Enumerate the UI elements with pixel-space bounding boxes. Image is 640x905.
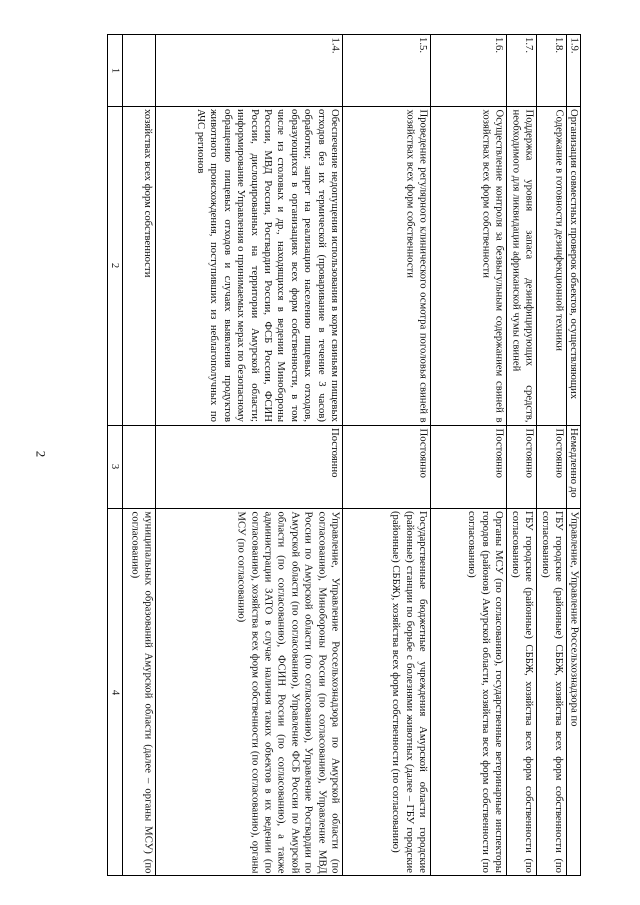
row-number [122, 37, 155, 103]
executor-text: муниципальных образований Амурской области (далее – органы МСУ) (по согласованию) [128, 511, 154, 873]
deadline-text: Постоянно [329, 428, 341, 478]
row-number: 1.8. [553, 37, 565, 54]
column-divider [107, 508, 581, 509]
executor-text: ГБУ городские (районные) СББЖ, хозяйства всех форм собственности (по согласованию) [539, 511, 565, 873]
executor-text: Государственные бюджетные учреждения Амурской области городские (районные) станции по борьбе с болезнями животных (далее – ГБУ городские (районные) СББЖ), хозяйства всех форм собственности (по согласованию) [390, 511, 429, 873]
column-header: 2 [109, 262, 122, 269]
action-text: Проведение регулярного клинического осмотра поголовья свиней в хозяйствах всех форм собственности [403, 109, 429, 422]
action-text: хозяйствах всех форм собственности [142, 109, 154, 278]
row-number: 1.9. [568, 37, 580, 54]
executor-text: Управление, Управление Россельхознадзора по Амурской области (по согласованию), Минобороны России (по согласованию), Управление МВД России по Амурской области (по согласованию), Управление Росгвардии по Амурской области (по согласованию), Управление ФСБ России по Амурской области (по согласованию), ФСИН России (по согласованию), а также администрации ЗАТО в случае наличия таких объектов в их ведении (по согласованию), хозяйства всех форм собственности (по согласованию), органы МСУ (по согласованию) [235, 511, 341, 873]
row-number: 1.4. [329, 37, 341, 54]
executor-text: ГБУ городские (районные) СББЖ, хозяйства всех форм собственности (по согласованию) [509, 511, 535, 873]
column-header: 1 [109, 67, 122, 73]
action-text: Поддержка уровня запаса дезинфицирующих средств, необходимого для ликвидации африканской чумы свиней [509, 109, 535, 422]
deadline-text: Постоянно [493, 428, 505, 478]
deadline-text: Немедленно до [568, 428, 580, 498]
column-divider [107, 425, 581, 426]
column-divider [107, 106, 581, 107]
action-text: Осуществление контроля за безвыгульным содержанием свиней в хозяйствах всех форм собственности [479, 109, 505, 422]
deadline-text: Постоянно [553, 428, 565, 478]
deadline-text: Постоянно [523, 428, 535, 478]
column-header: 4 [109, 689, 122, 695]
action-text: Содержание в готовности дезинфекционной техники [553, 109, 565, 351]
row-number: 1.6. [493, 37, 505, 54]
row-number: 1.7. [523, 37, 535, 54]
page-number: 2 [33, 450, 48, 458]
column-header: 3 [109, 463, 122, 470]
executor-text: Управление, Управление Россельхознадзора по [568, 511, 580, 726]
executor-text: Органы МСУ (по согласованию), государственные ветеринарные инспекторы городов (районов) Амурской области, хозяйства всех форм собственности (по согласованию) [466, 511, 505, 873]
deadline-text: Постоянно [417, 428, 429, 478]
deadline-text [122, 428, 155, 505]
action-text: Обеспечение недопущения использования в корм свиньям пищевых отходов без их термической (проваривание в течение 3 часов) обработки; запрет на реализацию населению пищевых отходов, образующихся в организациях всех форм собственности, в том числе из столовых и др., находящихся в ведении Минобороны России, МВД России, Росгвардии России, ФСБ России, ФСИН России, дислоцированных на территории Амурской области; информирование Управления о принимаемых мерах по безопасному обращению пищевых отходов и случаях выявления продуктов животного происхождения, поступивших из неблагополучных по АЧС регионов [194, 109, 341, 422]
action-text: Организация совместных проверок объектов, осуществляющих [568, 109, 580, 400]
row-number: 1.5. [417, 37, 429, 54]
